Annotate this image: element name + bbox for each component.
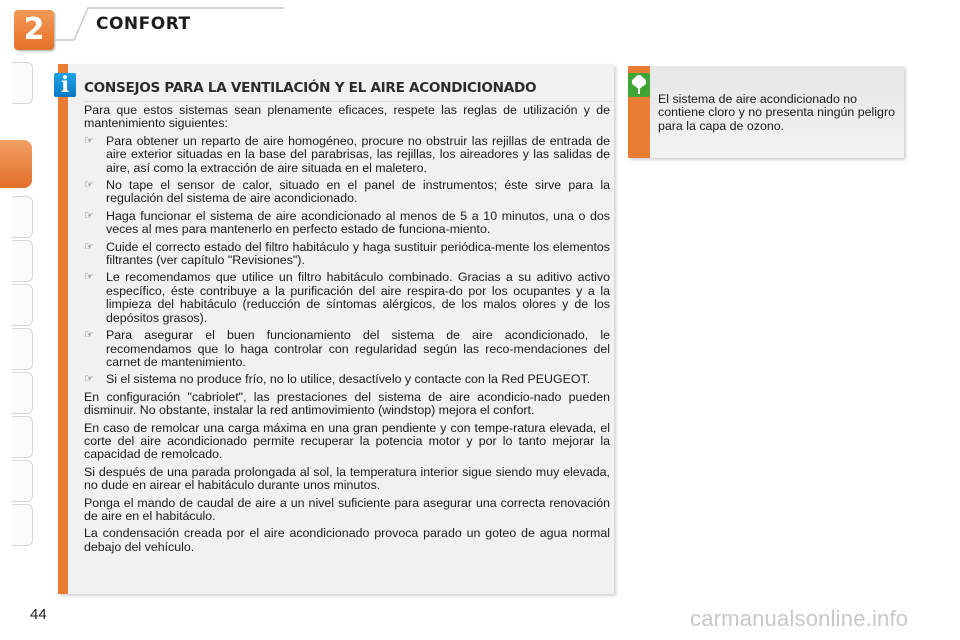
chapter-badge: 2 bbox=[14, 10, 54, 50]
section-content bbox=[84, 104, 610, 558]
paragraph-towing: En caso de remolcar una carga máxima en una gran pendiente y con tempe-ratura elevada, el corte del aire acondicionado permite recuperar la potencia motor y por lo tanto mejorar la capacidad de remolcado. bbox=[84, 420, 610, 462]
info-icon: i bbox=[54, 73, 76, 97]
pointing-hand-icon: ☞ bbox=[84, 373, 94, 386]
list-item: ☞ Haga funcionar el sistema de aire acondicionado al menos de 5 a 10 minutos, una o dos veces al mes para mantenerlo en perfecto estado de funciona-miento. bbox=[84, 208, 610, 237]
pointing-hand-icon: ☞ bbox=[84, 329, 94, 342]
list-item: ☞ Le recomendamos que utilice un filtro habitáculo combinado. Gracias a su aditivo activo específico, éste contribuye a la purificación del aire respira-do por los ocupantes y a la limpieza del habitáculo (reducción de síntomas alérgicos, de los malos olores y de los depósitos grasos). bbox=[84, 270, 610, 325]
chapter-tab-6[interactable] bbox=[12, 328, 33, 370]
tree-icon bbox=[628, 73, 650, 97]
chapter-tab-10[interactable] bbox=[12, 504, 33, 546]
chapter-tab-4[interactable] bbox=[12, 240, 33, 282]
list-item: ☞ Si el sistema no produce frío, no lo utilice, desactívelo y contacte con la Red PEUGEOT. bbox=[84, 372, 591, 387]
paragraph-sun-parking: Si después de una parada prolongada al sol, la temperatura interior sigue siendo muy elevada, no dude en airear el habitáculo durante unos minutos. bbox=[84, 464, 610, 493]
pointing-hand-icon: ☞ bbox=[84, 240, 94, 253]
list-item: ☞ Cuide el correcto estado del filtro habitáculo y haga sustituir periódica-mente los elementos filtrantes (ver capítulo "Revisiones"). bbox=[84, 239, 610, 268]
page-header bbox=[0, 0, 960, 47]
paragraph-airflow: Ponga el mando de caudal de aire a un nivel suficiente para asegurar una correcta renovación de aire en el habitáculo. bbox=[84, 495, 610, 523]
list-item: ☞ Para asegurar el buen funcionamiento del sistema de aire acondicionado, le recomendamos que lo haga controlar con regularidad según las reco-mendaciones del carnet de mantenimiento. bbox=[84, 328, 610, 369]
chapter-tab-5[interactable] bbox=[12, 284, 33, 326]
chapter-tab-3[interactable] bbox=[12, 196, 33, 238]
list-item: ☞ No tape el sensor de calor, situado en el panel de instrumentos; éste sirve para la regulación del sistema de aire acondicionado. bbox=[84, 178, 610, 206]
pointing-hand-icon: ☞ bbox=[84, 209, 94, 222]
page-number: 44 bbox=[30, 606, 47, 623]
watermark: carmanualsonline.info bbox=[690, 606, 909, 631]
section-title: CONSEJOS PARA LA VENTILACIÓN Y EL AIRE ACONDICIONADO bbox=[84, 80, 614, 102]
chapter-tab-rail bbox=[0, 62, 40, 582]
panel-accent-bar bbox=[58, 64, 68, 594]
paragraph-condensation: La condensación creada por el aire acondicionado provoca parado un goteo de agua normal debajo del vehículo. bbox=[84, 526, 610, 554]
list-item: ☞ Para obtener un reparto de aire homogéneo, procure no obstruir las rejillas de entrada de aire exterior situadas en la base del parabrisas, las rejillas, los aireadores y las salidas de aire, así como la extracción de aire situada en el maletero. bbox=[84, 133, 610, 175]
chapter-tab-2-active[interactable] bbox=[0, 140, 32, 188]
chapter-tab-1[interactable] bbox=[12, 62, 33, 104]
eco-note-text: El sistema de aire acondicionado no contiene cloro y no presenta ningún peligro para la capa de ozono. bbox=[658, 92, 895, 133]
pointing-hand-icon: ☞ bbox=[84, 134, 94, 147]
chapter-tab-7[interactable] bbox=[12, 372, 33, 414]
pointing-hand-icon: ☞ bbox=[84, 271, 94, 284]
intro-paragraph: Para que estos sistemas sean plenamente eficaces, respete las reglas de utilización y de mantenimiento siguientes: bbox=[84, 103, 610, 131]
paragraph-cabriolet: En configuración "cabriolet", las prestaciones del sistema de aire acondicio-nado pueden disminuir. No obstante, instalar la red antimovimiento (windstop) mejora el confort. bbox=[84, 389, 610, 418]
chapter-title: CONFORT bbox=[96, 14, 191, 34]
pointing-hand-icon: ☞ bbox=[84, 179, 94, 192]
tips-list bbox=[84, 135, 610, 387]
chapter-tab-8[interactable] bbox=[12, 416, 33, 458]
chapter-tab-9[interactable] bbox=[12, 460, 33, 502]
